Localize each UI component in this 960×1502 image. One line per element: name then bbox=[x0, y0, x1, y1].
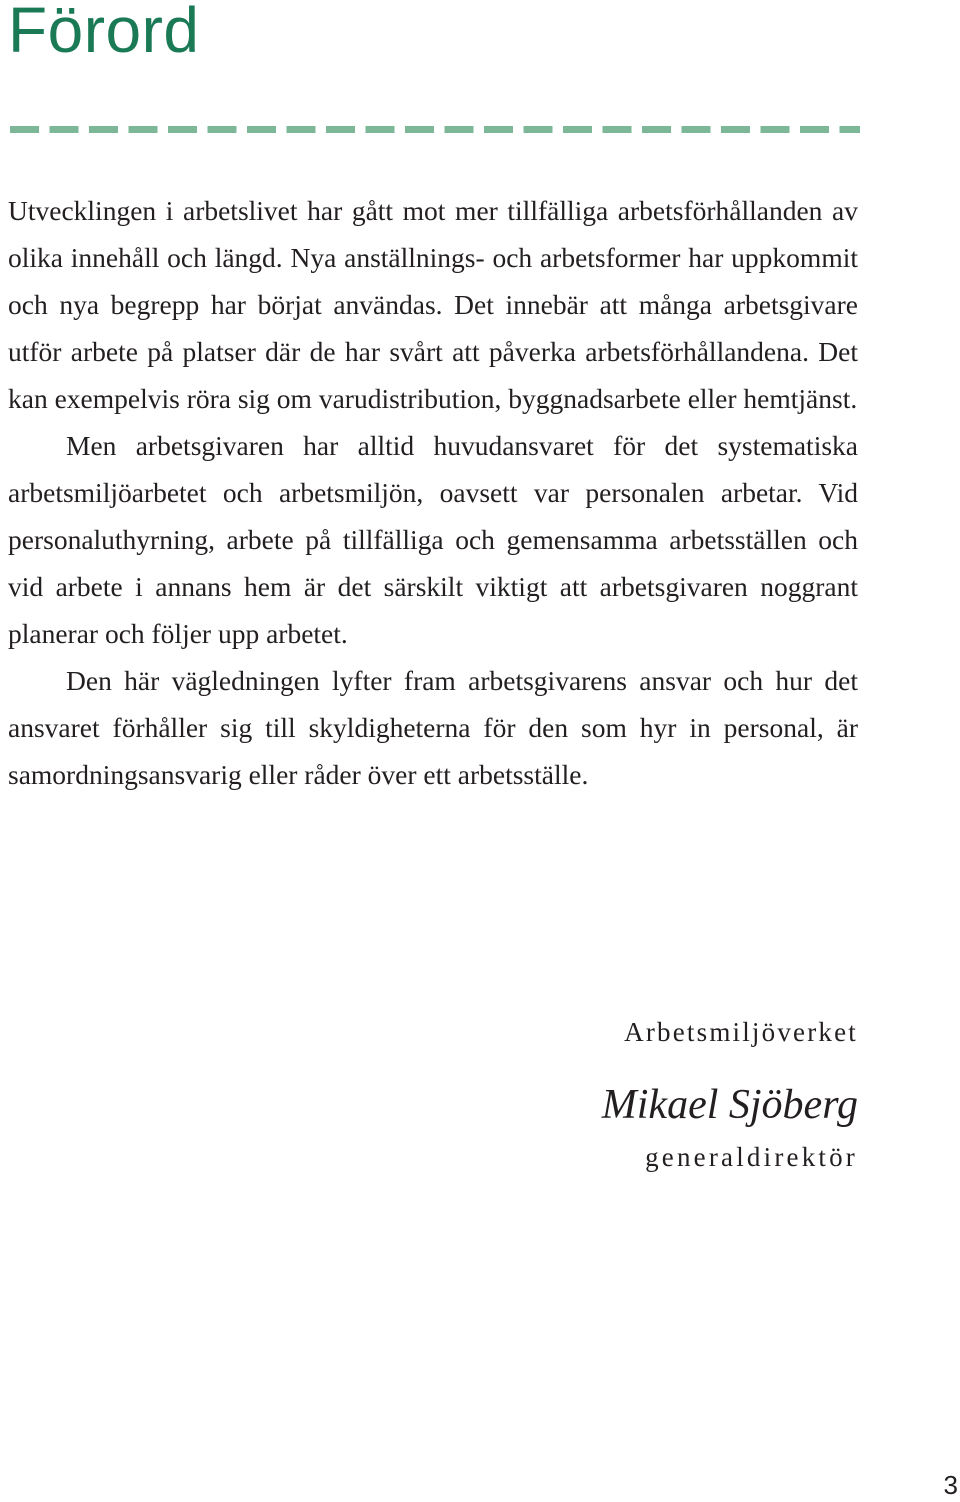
preface-body bbox=[8, 187, 858, 798]
paragraph-2: Men arbetsgivaren har alltid huvudansvaret för det systematiska arbetsmiljöarbetet och arbetsmiljön, oavsett var personalen arbetar. Vid personaluthyrning, arbete på tillfälliga och gemensamma arbetsställen och vid arbete i annans hem är det särskilt viktigt att arbetsgivaren noggrant planerar och följer upp arbetet. bbox=[8, 430, 858, 649]
page-title: Förord bbox=[8, 0, 200, 66]
page-number: 3 bbox=[943, 1470, 958, 1500]
paragraph-3: Den här vägledningen lyfter fram arbetsgivarens ansvar och hur det ansvaret förhåller sig till skyldigheterna för den som hyr in personal, är samordningsansvarig eller råder över ett arbetsställe. bbox=[8, 665, 858, 790]
signature-organization: Arbetsmiljöverket bbox=[624, 1017, 858, 1047]
signature-block bbox=[602, 1010, 858, 1179]
signature-role: generaldirektör bbox=[645, 1142, 858, 1172]
paragraph-1: Utvecklingen i arbetslivet har gått mot mer tillfälliga arbetsförhållanden av olika innehåll och längd. Nya anställnings- och arbetsformer har uppkommit och nya begrepp har börjat användas. Det innebär att många arbetsgivare utför arbete på platser där de har svårt att påverka arbetsförhållandena. Det kan exempelvis röra sig om varudistribution, byggnadsarbete eller hemtjänst. bbox=[8, 195, 858, 414]
title-divider bbox=[10, 126, 860, 133]
signature-name: Mikael Sjöberg bbox=[601, 1082, 858, 1128]
